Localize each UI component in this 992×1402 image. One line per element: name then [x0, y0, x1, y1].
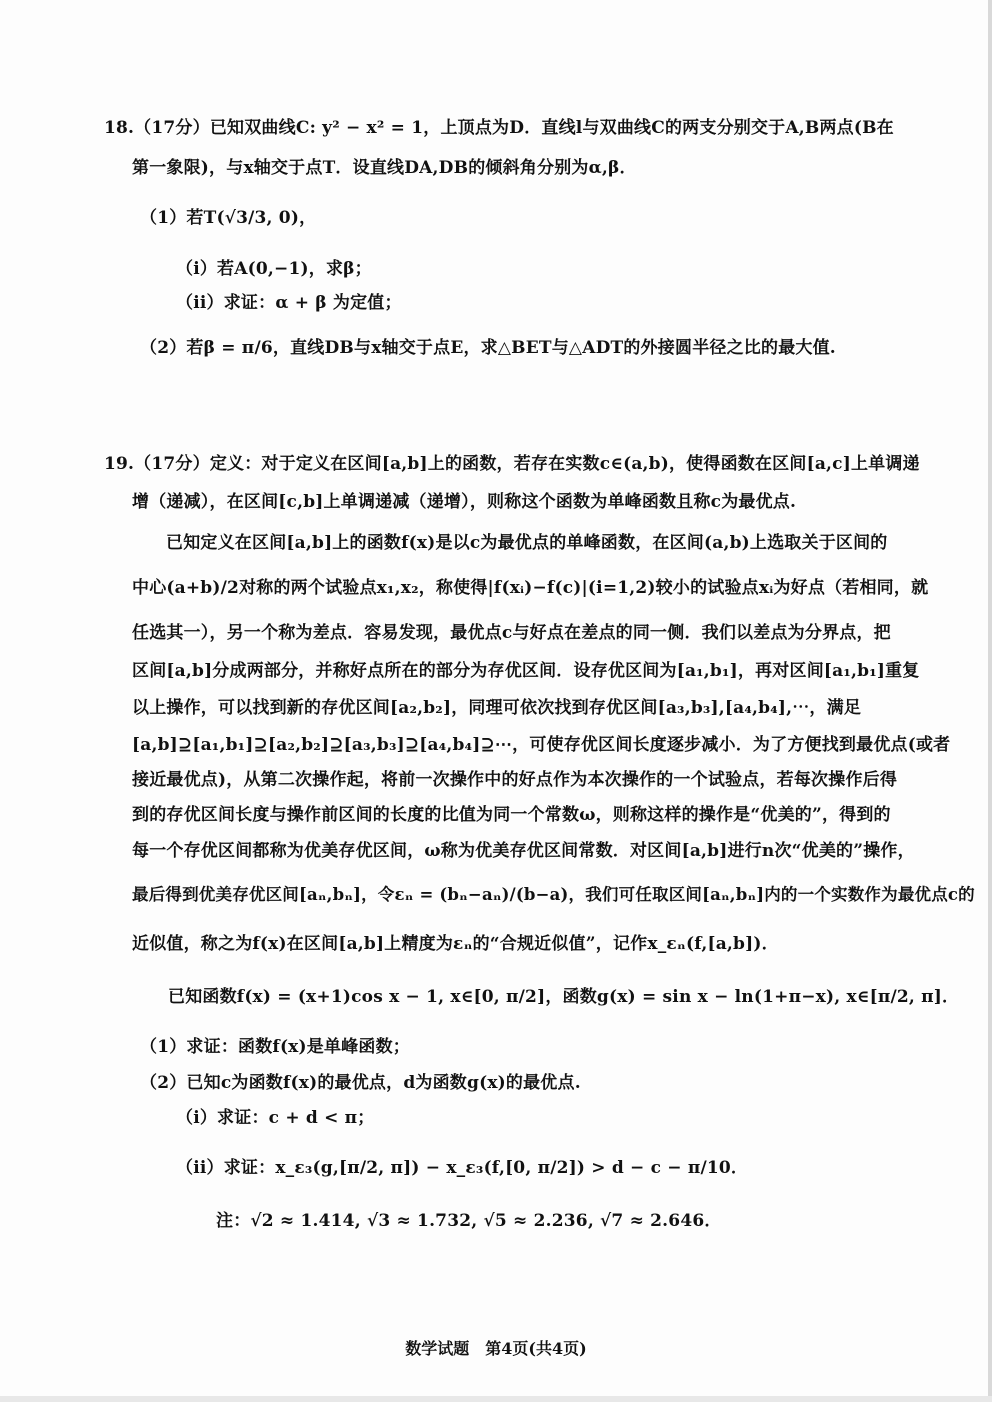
- q19-part-2: （2）已知c为函数f(x)的最优点，d为函数g(x)的最优点.: [140, 1073, 581, 1093]
- q19-part-2-i: （i）求证：c + d < π；: [176, 1108, 375, 1128]
- q19-note: 注：√2 ≈ 1.414, √3 ≈ 1.732, √5 ≈ 2.236, √7 ≈ 2.646．: [216, 1211, 722, 1231]
- q19-line-2: 增（递减），在区间[c,b]上单调递减（递增），则称这个函数为单峰函数且称c为最优点.: [132, 492, 797, 512]
- q18-line-2: 第一象限)，与x轴交于点T．设直线DA,DB的倾斜角分别为α,β．: [132, 158, 637, 178]
- q18-part-1-ii: （ii）求证：α + β 为定值；: [176, 293, 402, 313]
- q19-paragraph-line-7: 接近最优点)，从第二次操作起，将前一次操作中的好点作为本次操作的一个试验点，若每次操作后得: [132, 770, 898, 790]
- q19-paragraph-line-5: 以上操作，可以找到新的存优区间[a₂,b₂]，同理可依次找到存优区间[a₃,b₃],[a₄,b₄],⋯，满足: [132, 698, 862, 718]
- q19-part-1: （1）求证：函数f(x)是单峰函数；: [140, 1037, 410, 1057]
- q19-paragraph-line-11: 近似值，称之为f(x)在区间[a,b]上精度为εₙ的“合规近似值”，记作x_εₙ(f,[a,b])．: [132, 934, 779, 954]
- q19-functions: 已知函数f(x) = (x+1)cos x − 1, x∈[0, π/2]，函数g(x) = sin x − ln(1+π−x), x∈[π/2, π]．: [168, 987, 960, 1007]
- q18-part-1: （1）若T(√3/3, 0)，: [140, 208, 317, 228]
- q19-line-1: 19.（17分）定义：对于定义在区间[a,b]上的函数，若存在实数c∈(a,b)，使得函数在区间[a,c]上单调递: [104, 454, 920, 474]
- q19-paragraph-line-6: [a,b]⊇[a₁,b₁]⊇[a₂,b₂]⊇[a₃,b₃]⊇[a₄,b₄]⊇⋯，可使存优区间长度逐步减小．为了方便找到最优点(或者: [132, 735, 951, 755]
- q19-paragraph-line-1: 已知定义在区间[a,b]上的函数f(x)是以c为最优点的单峰函数，在区间(a,b)上选取关于区间的: [166, 533, 888, 553]
- scan-edge-shadow: [988, 0, 992, 1402]
- scan-bottom-edge: [0, 1396, 992, 1402]
- q19-paragraph-line-2: 中心(a+b)/2对称的两个试验点x₁,x₂，称使得|f(xᵢ)−f(c)|(i=1,2)较小的试验点xᵢ为好点（若相同，就: [132, 578, 929, 598]
- q18-line-1: 18.（17分）已知双曲线C: y² − x² = 1，上顶点为D．直线l与双曲线C的两支分别交于A,B两点(B在: [104, 118, 894, 138]
- q19-paragraph-line-4: 区间[a,b]分成两部分，并称好点所在的部分为存优区间．设存优区间为[a₁,b₁]，再对区间[a₁,b₁]重复: [132, 661, 920, 681]
- q19-paragraph-line-10: 最后得到优美存优区间[aₙ,bₙ]，令εₙ = (bₙ−aₙ)/(b−a)，我们可任取区间[aₙ,bₙ]内的一个实数作为最优点c的: [132, 885, 975, 904]
- q19-paragraph-line-8: 到的存优区间长度与操作前区间的长度的比值为同一个常数ω，则称这样的操作是“优美的”，得到的: [132, 805, 891, 825]
- q19-paragraph-line-3: 任选其一），另一个称为差点．容易发现，最优点c与好点在差点的同一侧．我们以差点为分界点，把: [132, 623, 891, 643]
- q18-part-1-i: （i）若A(0,−1)，求β；: [176, 259, 372, 279]
- page-footer: 数学试题 第4页(共4页): [405, 1339, 587, 1358]
- q18-part-2: （2）若β = π/6，直线DB与x轴交于点E，求△BET与△ADT的外接圆半径之比的最大值.: [140, 338, 836, 358]
- q19-part-2-ii: （ii）求证：x_ε₃(g,[π/2, π]) − x_ε₃(f,[0, π/2]) > d − c − π/10．: [176, 1158, 749, 1178]
- q19-paragraph-line-9: 每一个存优区间都称为优美存优区间，ω称为优美存优区间常数．对区间[a,b]进行n次“优美的”操作，: [132, 841, 915, 861]
